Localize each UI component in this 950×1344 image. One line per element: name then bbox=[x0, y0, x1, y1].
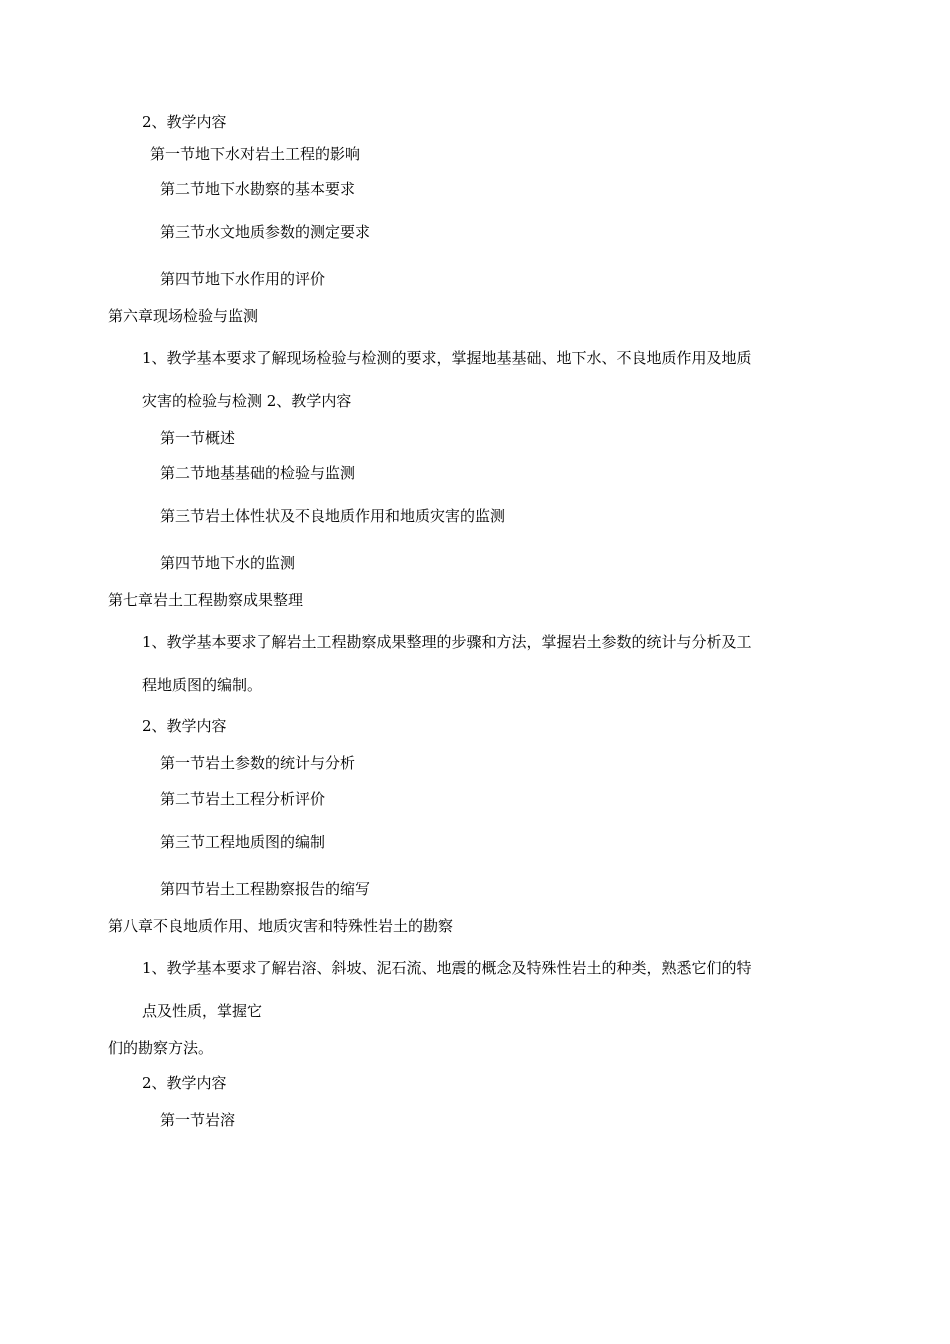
chapter-heading: 第七章岩土工程勘察成果整理 bbox=[108, 591, 304, 609]
section-heading: 2、教学内容 bbox=[142, 717, 227, 735]
paragraph-line: 点及性质，掌握它 bbox=[142, 1002, 263, 1020]
paragraph-line: 1、教学基本要求了解岩溶、斜坡、泥石流、地震的概念及特殊性岩土的种类，熟悉它们的特 bbox=[142, 959, 752, 977]
section-item: 第四节岩土工程勘察报告的缩写 bbox=[160, 880, 371, 898]
section-item: 第三节工程地质图的编制 bbox=[160, 833, 326, 851]
section-item: 第二节地下水勘察的基本要求 bbox=[160, 180, 356, 198]
section-item: 第一节地下水对岩土工程的影响 bbox=[150, 145, 361, 163]
section-item: 第一节概述 bbox=[160, 429, 236, 447]
section-item: 第一节岩溶 bbox=[160, 1111, 236, 1129]
paragraph-line: 1、教学基本要求了解岩土工程勘察成果整理的步骤和方法，掌握岩土参数的统计与分析及工 bbox=[142, 633, 752, 651]
section-item: 第二节地基基础的检验与监测 bbox=[160, 464, 356, 482]
paragraph-line: 灾害的检验与检测 2、教学内容 bbox=[142, 392, 352, 410]
section-item: 第一节岩土参数的统计与分析 bbox=[160, 754, 356, 772]
section-item: 第四节地下水作用的评价 bbox=[160, 270, 326, 288]
chapter-heading: 第六章现场检验与监测 bbox=[108, 307, 259, 325]
paragraph-line: 们的勘察方法。 bbox=[108, 1039, 214, 1057]
section-item: 第三节岩土体性状及不良地质作用和地质灾害的监测 bbox=[160, 507, 506, 525]
paragraph-line: 程地质图的编制。 bbox=[142, 676, 263, 694]
section-item: 第四节地下水的监测 bbox=[160, 554, 296, 572]
section-item: 第三节水文地质参数的测定要求 bbox=[160, 223, 371, 241]
chapter-heading: 第八章不良地质作用、地质灾害和特殊性岩土的勘察 bbox=[108, 917, 454, 935]
paragraph-line: 1、教学基本要求了解现场检验与检测的要求，掌握地基基础、地下水、不良地质作用及地质 bbox=[142, 349, 752, 367]
section-heading: 2、教学内容 bbox=[142, 1074, 227, 1092]
section-item: 第二节岩土工程分析评价 bbox=[160, 790, 326, 808]
section-heading: 2、教学内容 bbox=[142, 113, 227, 131]
